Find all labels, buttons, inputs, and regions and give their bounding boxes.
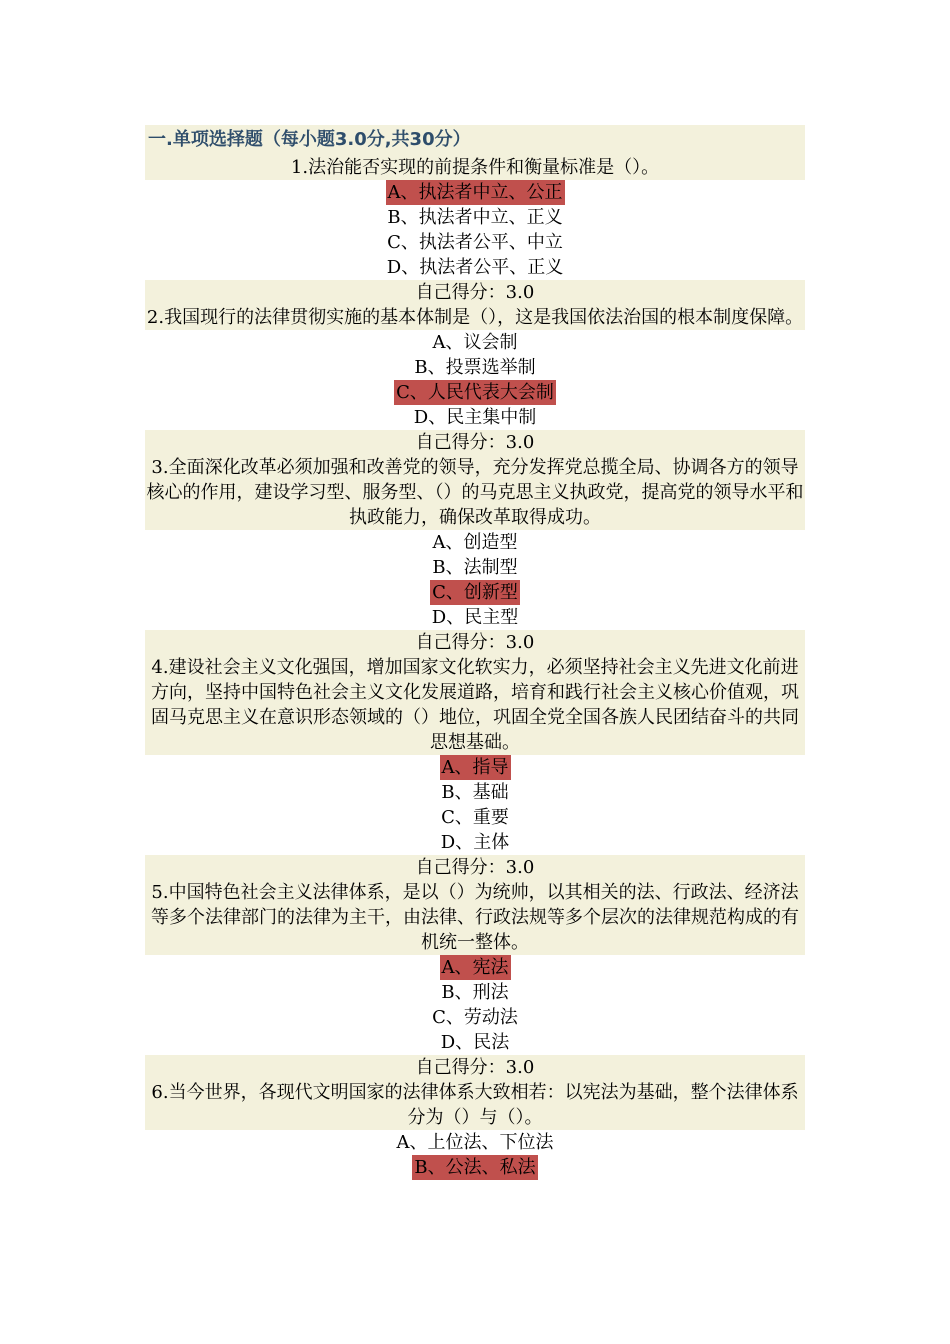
option bbox=[145, 230, 805, 255]
option-text: A、创造型 bbox=[432, 532, 518, 553]
option bbox=[145, 1005, 805, 1030]
option-text: B、刑法 bbox=[441, 982, 509, 1003]
score-line: 自己得分：3.0 bbox=[145, 430, 805, 455]
option-text: B、法制型 bbox=[432, 557, 518, 578]
option bbox=[145, 780, 805, 805]
option-text: A、指导 bbox=[441, 757, 509, 778]
option-selected bbox=[145, 955, 805, 980]
option-selected bbox=[145, 180, 805, 205]
score-line: 自己得分：3.0 bbox=[145, 1055, 805, 1080]
option bbox=[145, 1030, 805, 1055]
option-text: B、公法、私法 bbox=[414, 1157, 536, 1178]
option-text: D、执法者公平、正义 bbox=[386, 257, 564, 278]
option-text: C、创新型 bbox=[432, 582, 518, 603]
option-text: D、民主集中制 bbox=[413, 407, 537, 428]
exam-document bbox=[145, 125, 805, 1180]
option bbox=[145, 405, 805, 430]
option-selected bbox=[145, 380, 805, 405]
option-text: D、民主型 bbox=[431, 607, 519, 628]
option-text: A、宪法 bbox=[441, 957, 509, 978]
question-stem: 1.法治能否实现的前提条件和衡量标准是（）。 bbox=[145, 155, 805, 180]
option bbox=[145, 330, 805, 355]
question-stem: 4.建设社会主义文化强国，增加国家文化软实力，必须坚持社会主义先进文化前进方向，坚持中国特色社会主义文化发展道路，培育和践行社会主义核心价值观，巩固马克思主义在意识形态领域的（）地位，巩固全党全国各族人民团结奋斗的共同思想基础。 bbox=[145, 655, 805, 755]
score-line: 自己得分：3.0 bbox=[145, 630, 805, 655]
score-line: 自己得分：3.0 bbox=[145, 280, 805, 305]
section-title: 一.单项选择题（每小题3.0分,共30分） bbox=[145, 125, 805, 155]
option bbox=[145, 805, 805, 830]
option bbox=[145, 605, 805, 630]
option-selected bbox=[145, 755, 805, 780]
option-text: C、劳动法 bbox=[432, 1007, 518, 1028]
option bbox=[145, 1130, 805, 1155]
option-text: B、基础 bbox=[441, 782, 509, 803]
option-text: A、执法者中立、公正 bbox=[387, 182, 563, 203]
option-selected bbox=[145, 1155, 805, 1180]
option bbox=[145, 980, 805, 1005]
option bbox=[145, 355, 805, 380]
question-stem: 3.全面深化改革必须加强和改善党的领导，充分发挥党总揽全局、协调各方的领导核心的作用，建设学习型、服务型、（）的马克思主义执政党，提高党的领导水平和执政能力，确保改革取得成功。 bbox=[146, 457, 804, 528]
option-text: D、主体 bbox=[440, 832, 510, 853]
option-text: C、重要 bbox=[441, 807, 509, 828]
option-text: C、执法者公平、中立 bbox=[387, 232, 563, 253]
option-text: C、人民代表大会制 bbox=[396, 382, 554, 403]
option bbox=[145, 555, 805, 580]
option-selected bbox=[145, 580, 805, 605]
option bbox=[145, 255, 805, 280]
score-line: 自己得分：3.0 bbox=[145, 855, 805, 880]
option-text: A、上位法、下位法 bbox=[396, 1132, 554, 1153]
question-stem: 2.我国现行的法律贯彻实施的基本体制是（），这是我国依法治国的根本制度保障。 bbox=[146, 307, 804, 328]
option bbox=[145, 830, 805, 855]
option bbox=[145, 205, 805, 230]
option-text: D、民法 bbox=[440, 1032, 510, 1053]
option bbox=[145, 530, 805, 555]
question-stem: 6.当今世界，各现代文明国家的法律体系大致相若：以宪法为基础，整个法律体系分为（）与（）。 bbox=[145, 1080, 805, 1130]
option-text: A、议会制 bbox=[432, 332, 518, 353]
option-text: B、投票选举制 bbox=[414, 357, 536, 378]
option-text: B、执法者中立、正义 bbox=[387, 207, 563, 228]
question-stem: 5.中国特色社会主义法律体系，是以（）为统帅，以其相关的法、行政法、经济法等多个法律部门的法律为主干，由法律、行政法规等多个层次的法律规范构成的有机统一整体。 bbox=[145, 880, 805, 955]
